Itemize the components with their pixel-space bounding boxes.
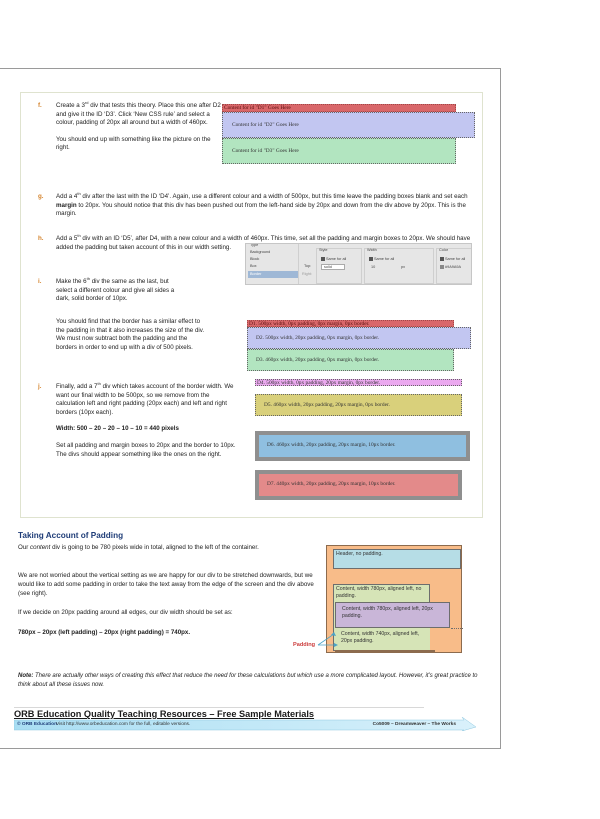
- step-h-text: Add a 5th div with an ID ‘D5’, after D4, with a new colour and a width of 460px. This time, set all the padding and margin boxes to 20px. We should have added the padding but taken account of this in our width setting.: [56, 232, 471, 251]
- note-text: Note: There are actually other ways of creating this effect that reduce the need for these calculations but which use a more complicated layout. However, it’s great practice to think about all these issues now.: [18, 673, 478, 688]
- category-block: Block: [250, 257, 260, 261]
- padding-arrows-icon: [316, 630, 346, 652]
- padding-formula: 780px – 20px (left padding) – 20px (right padding) = 740px.: [18, 629, 191, 636]
- div-d2-box: Content for id "D2" Goes Here: [222, 112, 475, 138]
- width-group: Width Same for all 10 px: [364, 248, 434, 284]
- padding-para-2: We are not worried about the vertical setting as we are happy for our div to be stretched downwards, but we would like to add some padding in order to take the text away from the edge of the screen and the div above (see right).: [18, 572, 314, 597]
- step-i-followup: You should find that the border has a similar effect to the padding in that it also increases the size of the div. We must now subtract both the padding and the borders in order to end up with a div of 500 pixels.: [56, 318, 205, 351]
- diagram-content-740-padding: Content, width 740px, aligned left, 20px padding.: [335, 628, 430, 651]
- footer-copyright: © ORB Education: [17, 722, 58, 727]
- div-d1-box: D1. 500px width, 0px padding, 0px margin, 0px border.: [247, 320, 454, 327]
- step-j-text: Finally, add a 7th div which takes account of the border width. We want our final width to be 500px, so we remove from the calculation left and right padding (20px each) and left and right borders (10px each).: [56, 380, 234, 416]
- category-border-selected: Border: [248, 271, 298, 278]
- step-letter: h.: [38, 235, 44, 242]
- div-d2-box: D2. 500px width, 20px padding, 0px margin, 0px border.: [247, 327, 471, 349]
- step-j-result: Set all padding and margin boxes to 20px and the border to 10px. The divs should appear something like the ones on the right.: [56, 441, 236, 458]
- padding-label: Padding: [293, 642, 316, 648]
- footer-banner: [14, 720, 476, 731]
- footer-course-code: Co5009 – Dreamweaver – The Works: [372, 722, 456, 727]
- div-d6-box: D6. 460px width, 20px padding, 20px margin, 10px border.: [255, 431, 470, 461]
- css-rule-dialog-screenshot: Type Background Block Box Border Style Same for all solid Top: Right: Width Same for all 10 px Color Same for all #9A9A9A: [245, 243, 472, 285]
- padding-para-1: Our content div is going to be 780 pixels wide in total, aligned to the left of the container.: [18, 544, 259, 551]
- step-letter: f.: [38, 102, 42, 109]
- footer-divider: [14, 707, 424, 708]
- step-g-text: Add a 4th div after the last with the ID ‘D4’. Again, use a different colour and a width of 500px, but this time leave the padding boxes blank and set each margin to 20px. You should notice that this div has been pushed out from the left-hand side by 20px and down from the div above by 20px. This is the margin.: [56, 190, 468, 218]
- div-d3-box: D3. 460px width, 20px padding, 0px margin, 0px border.: [247, 349, 454, 371]
- style-group: Style Same for all solid: [316, 248, 362, 284]
- div-d7-box: D7. 440px width, 20px padding, 20px margin, 10px border.: [255, 470, 462, 500]
- diagram-content-780-padding: Content, width 780px, aligned left, 20px padding.: [335, 602, 450, 628]
- color-group: Color Same for all #9A9A9A: [436, 248, 472, 284]
- padding-para-3: If we decide on 20px padding around all edges, our div width should be set as:: [18, 609, 233, 616]
- step-i-text: Make the 6th div the same as the last, but select a different colour and give all sides a dark, solid border of 10px.: [56, 275, 175, 303]
- step-f-text: Create a 3rd div that tests this theory. Place this one after D2 and give it the ID ‘D3’. Click ‘New CSS rule’ and select a colour, padding of 20px all around but a width of 460px.: [56, 99, 221, 127]
- div-d5-box: D5. 460px width, 20px padding, 20px margin, 0px border.: [255, 394, 462, 416]
- category-background: Background: [250, 250, 271, 254]
- div-d4-box: D4. 500px width, 0px padding, 20px margin, 0px border.: [255, 379, 462, 386]
- div-d3-box: Content for id "D3" Goes Here: [222, 138, 456, 164]
- padding-diagram: [326, 545, 462, 653]
- category-box: Box: [250, 264, 257, 268]
- category-type: Type: [250, 243, 259, 247]
- diagram-header: Header, no padding.: [333, 549, 461, 569]
- step-letter: j.: [38, 383, 42, 390]
- width-formula: Width: 500 – 20 – 20 – 10 – 10 = 440 pixels: [56, 425, 179, 433]
- diagram-content-no-padding: Content, width 780px, aligned left, no padding.: [333, 584, 430, 651]
- step-f-result: You should end up with something like the picture on the right.: [56, 135, 211, 152]
- step-letter: g.: [38, 193, 44, 200]
- style-top-select: solid: [321, 264, 345, 270]
- footer-title: ORB Education Quality Teaching Resources – Free Sample Materials: [14, 709, 315, 719]
- footer-visit-link[interactable]: Visit http://www.orbeducation.com for the full, editable versions.: [56, 722, 191, 727]
- step-letter: i.: [38, 278, 42, 285]
- section-title: Taking Account of Padding: [18, 531, 124, 540]
- div-d1-box: Content for id "D1" Goes Here: [222, 104, 456, 112]
